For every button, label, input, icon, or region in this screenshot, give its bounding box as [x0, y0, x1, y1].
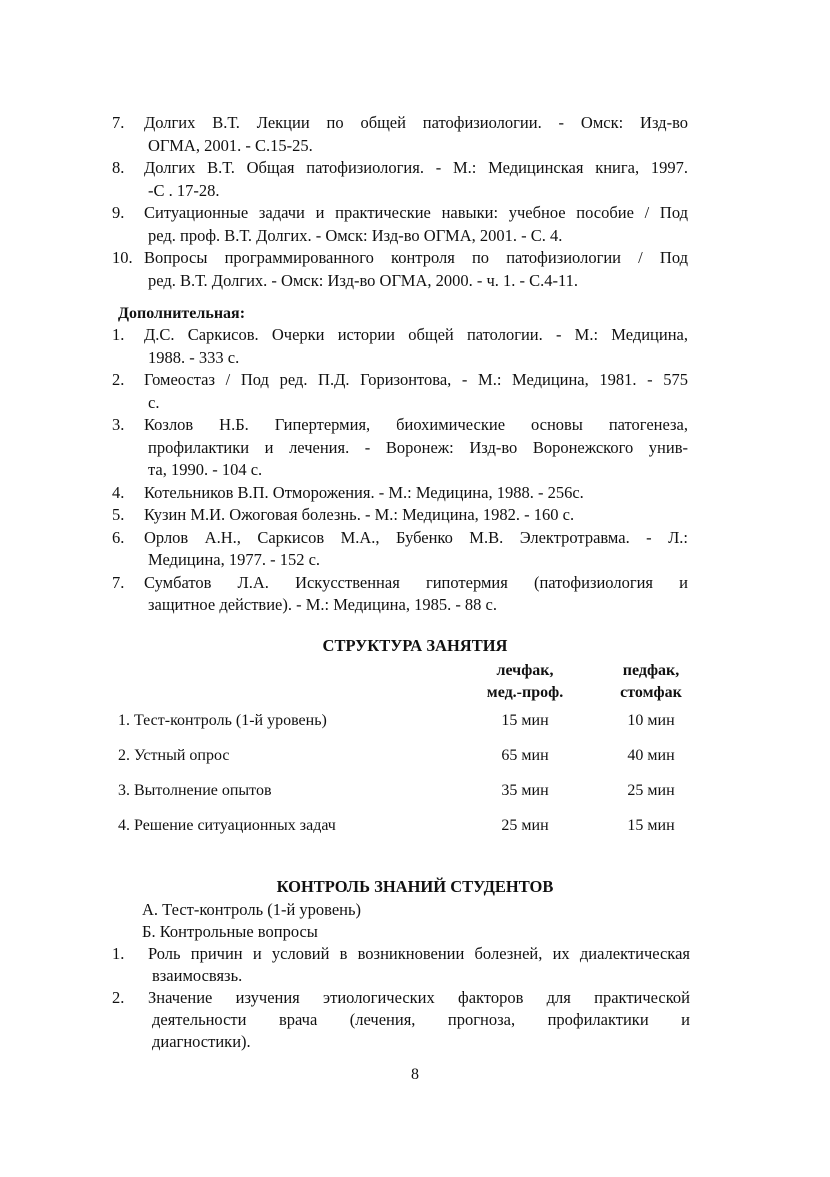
schedule-label: 1. Тест-контроль (1-й уровень) — [118, 712, 327, 729]
item-line: Значение изучения этиологических факторов для практической — [148, 988, 690, 1007]
item-line: ред. В.Т. Долгих. - Омск: Изд-во ОГМА, 2000. - ч. 1. - С.4-11. — [148, 270, 579, 290]
item-line: та, 1990. - 104 с. — [148, 460, 263, 479]
item-line: Орлов А.Н., Саркисов М.А., Бубенко М.В. Электротравма. - Л.: — [144, 527, 688, 547]
item-number: 9. — [112, 203, 125, 222]
item-number: 1. — [112, 325, 125, 344]
item-line: Роль причин и условий в возникновении болезней, их диалектическая — [148, 944, 690, 963]
item-number: 5. — [112, 505, 125, 524]
schedule-label: 4. Решение ситуационных задач — [118, 817, 336, 834]
item-line: Гомеостаз / Под ред. П.Д. Горизонтова, - М.: Медицина, 1981. - 575 — [144, 370, 688, 389]
item-number: 2. — [112, 988, 125, 1007]
column-header-line: мед.-проф. — [486, 684, 564, 701]
schedule-row — [0, 780, 830, 802]
column-header-line: стомфак — [620, 684, 682, 701]
item-line: с. — [148, 392, 160, 412]
item-line: ред. проф. В.Т. Долгих. - Омск: Изд-во ОГМА, 2001. - С. 4. — [148, 225, 563, 245]
schedule-lechfak-time: 35 мин — [501, 782, 549, 799]
schedule-pedfak-time: 25 мин — [627, 782, 675, 799]
column-header-pedfak — [596, 660, 706, 704]
item-line: взаимосвязь. — [152, 966, 243, 985]
item-number: 1. — [112, 944, 125, 963]
item-line: Котельников В.П. Отморожения. - М.: Медицина, 1988. - 256с. — [144, 482, 584, 502]
item-number: 3. — [112, 415, 125, 434]
item-line: Сумбатов Л.А. Искусственная гипотермия (патофизиология и — [144, 572, 688, 592]
item-number: 7. — [112, 113, 125, 132]
schedule-pedfak-time: 10 мин — [627, 712, 675, 729]
item-number: 10. — [112, 248, 133, 267]
item-line: профилактики и лечения. - Воронеж: Изд-во Воронежского унив- — [148, 437, 688, 457]
item-number: 7. — [112, 572, 125, 592]
item-line: Кузин М.И. Ожоговая болезнь. - М.: Медицина, 1982. - 160 с. — [144, 505, 575, 524]
item-line: Вопросы программированного контроля по патофизиологии / Под — [144, 248, 688, 267]
additional-heading: Дополнительная: — [118, 305, 246, 322]
item-line: Долгих В.Т. Общая патофизиология. - М.: Медицинская книга, 1997. — [144, 158, 688, 177]
schedule-label: 3. Вытолнение опытов — [118, 782, 272, 799]
column-header-lechfak — [470, 660, 580, 704]
item-number: 4. — [112, 482, 125, 502]
structure-title: СТРУКТУРА ЗАНЯТИЯ — [322, 636, 508, 655]
item-line: Ситуационные задачи и практические навыки: учебное пособие / Под — [144, 203, 688, 222]
item-number: 8. — [112, 158, 125, 177]
item-line: 1988. - 333 с. — [148, 347, 240, 367]
item-line: ОГМА, 2001. - С.15-25. — [148, 135, 313, 155]
page-number: 8 — [411, 1066, 419, 1083]
schedule-pedfak-time: 15 мин — [627, 817, 675, 834]
item-line: Козлов Н.Б. Гипертермия, биохимические основы патогенеза, — [144, 415, 688, 434]
control-title: КОНТРОЛЬ ЗНАНИЙ СТУДЕНТОВ — [276, 877, 554, 896]
item-number: 2. — [112, 370, 125, 389]
schedule-lechfak-time: 25 мин — [501, 817, 549, 834]
schedule-row — [0, 815, 830, 837]
schedule-lechfak-time: 65 мин — [501, 747, 549, 764]
schedule-pedfak-time: 40 мин — [627, 747, 675, 764]
item-line: Медицина, 1977. - 152 с. — [148, 550, 321, 569]
control-item-b: Б. Контрольные вопросы — [142, 922, 318, 941]
item-line: -С . 17-28. — [148, 180, 220, 200]
schedule-lechfak-time: 15 мин — [501, 712, 549, 729]
column-header-line: педфак, — [622, 662, 680, 679]
schedule-label: 2. Устный опрос — [118, 747, 230, 764]
item-line: Д.С. Саркисов. Очерки истории общей патологии. - М.: Медицина, — [144, 325, 688, 344]
column-header-line: лечфак, — [496, 662, 554, 679]
item-line: диагностики). — [152, 1032, 251, 1051]
control-item-a: А. Тест-контроль (1-й уровень) — [142, 900, 362, 919]
item-line: Долгих В.Т. Лекции по общей патофизиологии. - Омск: Изд-во — [144, 113, 688, 132]
item-line: защитное действие). - М.: Медицина, 1985. - 88 с. — [148, 595, 498, 614]
item-number: 6. — [112, 527, 125, 547]
schedule-row — [0, 745, 830, 767]
schedule-row — [0, 710, 830, 732]
item-line: деятельности врача (лечения, прогноза, профилактики и — [152, 1010, 690, 1029]
